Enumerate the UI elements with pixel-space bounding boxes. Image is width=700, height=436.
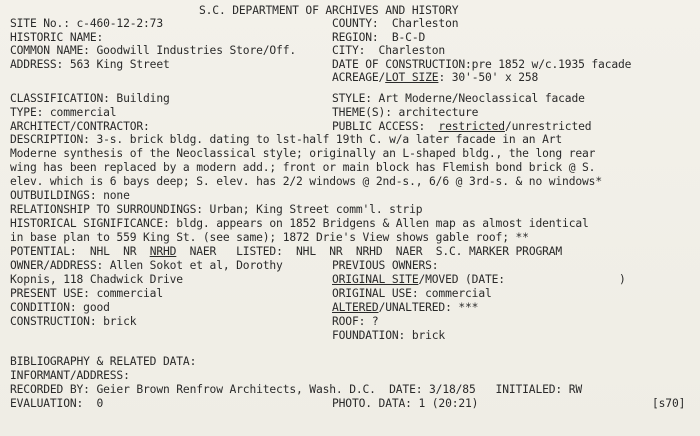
access-restricted: restricted (438, 120, 505, 133)
photo-data: PHOTO. DATA: 1 (20:21) (332, 397, 479, 410)
bibliography: BIBLIOGRAPHY & RELATED DATA: (10, 355, 197, 368)
common-name: COMMON NAME: Goodwill Industries Store/Off. (10, 44, 297, 57)
public-access (332, 120, 591, 133)
architect-contractor: ARCHITECT/CONTRACTOR: (10, 120, 150, 133)
moved-date-close: ) (619, 273, 626, 286)
original-site-label: ORIGINAL SITE (332, 273, 419, 286)
roof: ROOF: ? (332, 315, 379, 328)
moved-date-label: /MOVED (DATE: (418, 273, 505, 286)
condition: CONDITION: good (10, 301, 110, 314)
form-code: [s70] (652, 397, 686, 410)
classification: CLASSIFICATION: Building (10, 92, 170, 105)
historical-significance-line: HISTORICAL SIGNIFICANCE: bldg. appears on 1852 Bridgens & Allen map as almost identical (10, 217, 589, 230)
style: STYLE: Art Moderne/Neoclassical facade (332, 92, 585, 105)
historic-name: HISTORIC NAME: (10, 31, 104, 44)
listed-label: NAER LISTED: NHL NR NRHD NAER S.C. MARKER PROGRAM (176, 245, 563, 258)
date-of-construction: DATE OF CONSTRUCTION:pre 1852 w/c.1935 facade (332, 58, 632, 71)
altered (332, 301, 478, 314)
card-header: S.C. DEPARTMENT OF ARCHIVES AND HISTORY (199, 4, 459, 17)
informant-address: INFORMANT/ADDRESS: (10, 369, 130, 382)
description-line: DESCRIPTION: 3-s. brick bldg. dating to lst-half 19th C. w/a later facade in an Art (10, 133, 563, 146)
potential-label: POTENTIAL: NHL NR (10, 245, 150, 258)
description-line: elev. which is 6 bays deep; S. elev. has 2/2 windows @ 2nd-s., 6/6 @ 3rd-s. & no windows* (10, 175, 602, 188)
evaluation: EVALUATION: 0 (10, 397, 104, 410)
acreage-lot-size (332, 71, 538, 84)
site-number: SITE No.: c-460-12-2:73 (10, 17, 163, 30)
present-use: PRESENT USE: commercial (10, 287, 163, 300)
original-site (332, 273, 505, 286)
outbuildings: OUTBUILDINGS: none (10, 189, 130, 202)
potential-listed (10, 245, 562, 258)
construction: CONSTRUCTION: brick (10, 315, 137, 328)
foundation: FOUNDATION: brick (332, 329, 446, 342)
acreage-label: ACREAGE/ (332, 71, 386, 84)
description-line: Moderne synthesis of the Neoclassical style; originally an L-shaped bldg., the long rear (10, 147, 596, 160)
recorded-by: RECORDED BY: Geier Brown Renfrow Architects, Wash. D.C. DATE: 3/18/85 INITIALED: RW (10, 383, 583, 396)
access-unrestricted: /unrestricted (504, 120, 592, 133)
altered-label: ALTERED (332, 301, 379, 314)
owner-address: OWNER/ADDRESS: Allen Sokot et al, Dorothy (10, 259, 283, 272)
description-line: wing has been replaced by a modern add.; front or main block has Flemish bond brick @ S. (10, 161, 596, 174)
unaltered-label: /UNALTERED: *** (378, 301, 479, 314)
acreage-value: : 30'-50' x 258 (438, 71, 539, 84)
themes: THEME(S): architecture (332, 106, 479, 119)
previous-owners: PREVIOUS OWNERS: (332, 259, 439, 272)
county: COUNTY: Charleston (332, 17, 459, 30)
type: TYPE: commercial (10, 106, 117, 119)
city: CITY: Charleston (332, 44, 446, 57)
relationship-to-surroundings: RELATIONSHIP TO SURROUNDINGS: Urban; King Street comm'l. strip (10, 203, 423, 216)
public-access-label: PUBLIC ACCESS: (332, 120, 439, 133)
potential-nrhd: NRHD (149, 245, 177, 258)
owner-address-cont: Kopnis, 118 Chadwick Drive (10, 273, 183, 286)
original-use: ORIGINAL USE: commercial (332, 287, 492, 300)
address: ADDRESS: 563 King Street (10, 58, 170, 71)
region: REGION: B-C-D (332, 31, 426, 44)
historical-significance-line: in base plan to 559 King St. (see same); 1872 Drie's View shows gable roof; ** (10, 231, 529, 244)
lot-size-label: LOT SIZE (385, 71, 439, 84)
